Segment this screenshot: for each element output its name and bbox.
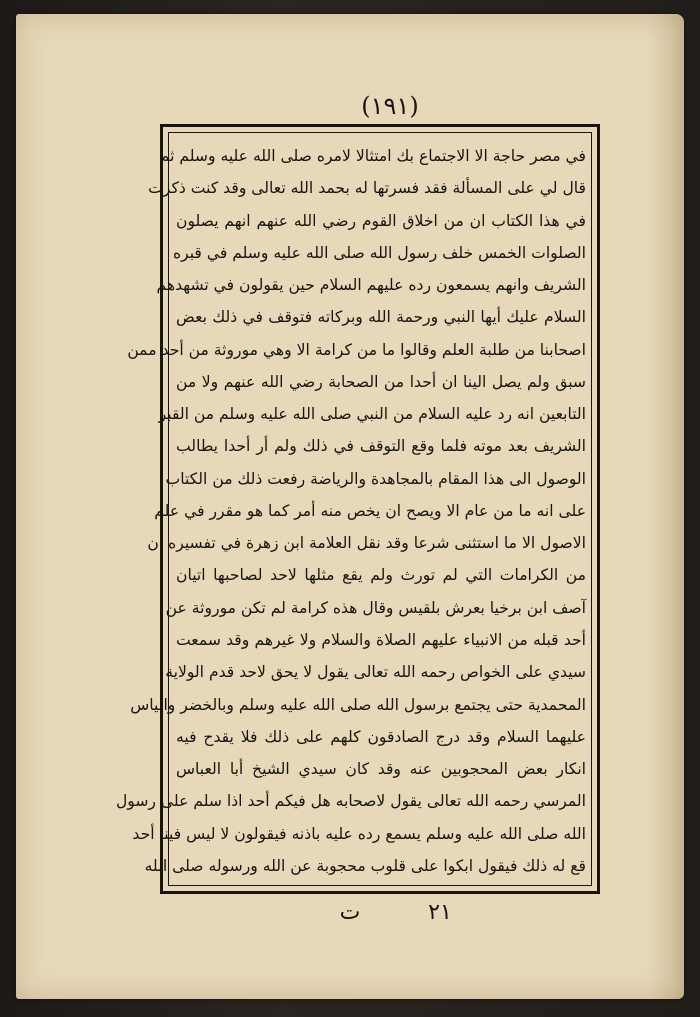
text-line: في مصر حاجة الا الاجتماع بك امتثالا لامره صلى الله عليه وسلم ثم bbox=[159, 147, 586, 165]
text-line: الشريف بعد موته فلما وقع التوقف في ذلك ولم أر أحدا يطالب bbox=[176, 437, 586, 456]
text-line: الله صلى الله عليه وسلم يسمع رده عليه باذنه فيقولون لا ليس فينا أحد bbox=[132, 824, 586, 843]
page-number: (١٩١) bbox=[361, 92, 419, 120]
text-line: المرسي رحمه الله تعالى يقول لاصحابه هل فيكم أحد اذا سلم على رسول bbox=[115, 792, 586, 811]
text-line: الصلوات الخمس خلف رسول الله صلى الله عليه وسلم في قبره bbox=[172, 243, 586, 262]
text-line: الاصول الا ما استثنى شرعا وقد نقل العلامة ابن زهرة في تفسيره ان bbox=[147, 534, 586, 553]
text-line: اصحابنا من طلبة العلم وقالوا ما من كرامة الا وهي موروثة من أحد ممن bbox=[127, 340, 586, 359]
text-line: سيدي على الخواص رحمه الله تعالى يقول لا يحق لاحد قدم الولاية bbox=[165, 663, 586, 682]
text-line: على انه ما من عام الا ويصح ان يخص منه أمر كما هو مقرر في علم bbox=[154, 501, 586, 520]
text-line: من الكرامات التي لم تورث ولم يقع مثلها لاحد لصاحبها اتيان bbox=[176, 566, 586, 585]
text-line: قال لي على المسألة فقد فسرتها له بحمد الله تعالى وقد كنت ذكرت bbox=[148, 179, 586, 198]
signature-number: ٢١ bbox=[428, 900, 452, 925]
main-text-block bbox=[115, 140, 586, 882]
text-line: الشريف وانهم يسمعون رده عليهم السلام حين يقولون في تشهدهم bbox=[156, 276, 586, 295]
text-line: أحد قبله من الانبياء عليهم الصلاة والسلام ولا غيرهم وقد سمعت bbox=[176, 630, 586, 649]
signature-letter: ت bbox=[339, 900, 361, 925]
text-line: سبق ولم يصل الينا ان أحدا من الصحابة رضي الله عنهم ولا من bbox=[176, 372, 586, 391]
text-line: السلام عليك أيها النبي ورحمة الله وبركاته فتوقف في ذلك بعض bbox=[176, 308, 586, 327]
text-line: المحمدية حتى يجتمع برسول الله صلى الله عليه وسلم وبالخضر والياس bbox=[130, 695, 586, 714]
text-line: انكار بعض المحجوبين عنه وقد كان سيدي الشيخ أبا العباس bbox=[176, 760, 586, 779]
text-line: عليهما السلام وقد درج الصادقون كلهم على ذلك فلا يقدح فيه bbox=[176, 727, 586, 746]
text-line: التابعين انه رد عليه السلام من النبي صلى الله عليه وسلم من القبر bbox=[158, 405, 586, 424]
text-line: قع له ذلك فيقول ابكوا على قلوب محجوبة عن الله ورسوله صلى الله bbox=[144, 856, 586, 875]
text-line: في هذا الكتاب ان من اخلاق القوم رضي الله عنهم انهم يصلون bbox=[176, 211, 586, 230]
text-line: آصف ابن برخيا بعرش بلقيس وقال هذه كرامة لم تكن موروثة عن bbox=[165, 598, 586, 617]
text-line: الوصول الى هذا المقام بالمجاهدة والرياضة رفعت ذلك من الكتاب bbox=[165, 469, 586, 488]
